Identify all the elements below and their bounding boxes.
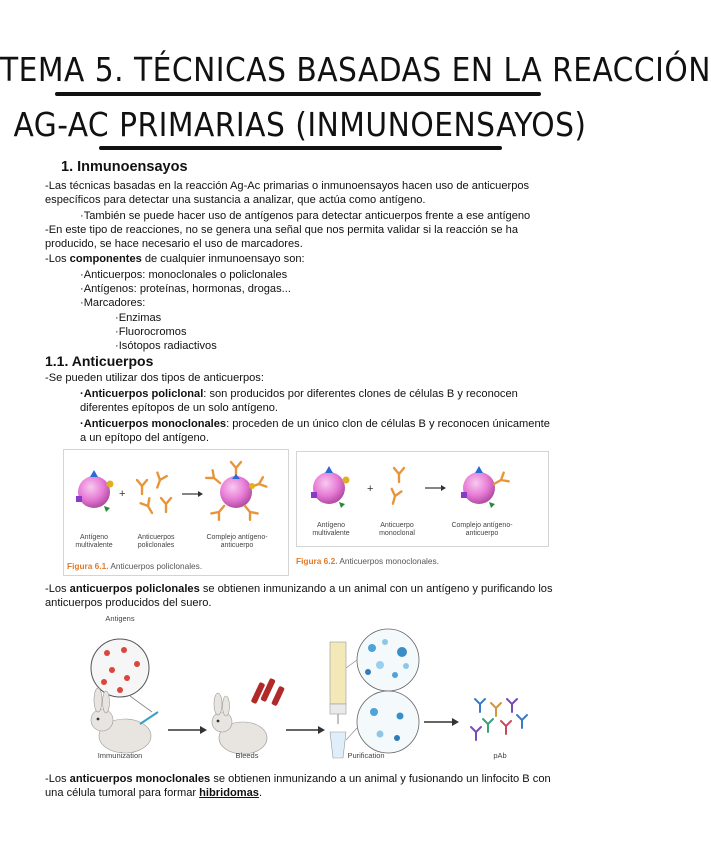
list-item: ·Marcadores: <box>80 297 146 309</box>
page-title-line2: AG-AC PRIMARIAS (INMUNOENSAYOS) <box>13 105 587 144</box>
list-item: ·Anticuerpos: monoclonales o policlonales <box>80 269 288 281</box>
paragraph-line: -En este tipo de reacciones, no se genera una señal que nos permita validar si la reacción se ha <box>45 224 519 236</box>
label-antigen: Antígeno multivalente <box>312 522 350 537</box>
paragraph-monoclonal-production: -Los anticuerpos monoclonales se obtienen inmunizando a un animal y fusionando un linfocito B con <box>45 773 551 785</box>
figure-polyclonal <box>63 449 289 576</box>
step-label: Immunization <box>97 751 143 760</box>
label-polyclonal: Anticuerpos policlonales <box>137 534 175 549</box>
svg-text:+: + <box>367 483 374 495</box>
paragraph-line: ·También se puede hacer uso de antígenos para detectar anticuerpos frente a ese antígeno <box>80 210 531 222</box>
paragraph-line: diferentes epítopos de un solo antígeno. <box>80 402 278 414</box>
label-complex: Complejo antígeno-anticuerpo <box>451 522 513 537</box>
paragraph-components: -Los componentes de cualquier inmunoensayo son: <box>45 253 305 265</box>
page-title-line1: TEMA 5. TÉCNICAS BASADAS EN LA REACCIÓN <box>0 50 711 89</box>
paragraph-line: -Se pueden utilizar dos tipos de anticuerpos: <box>45 372 264 384</box>
step-label: pAb <box>493 751 507 760</box>
step-label: Purification <box>347 751 385 760</box>
label-complex: Complejo antígeno-anticuerpo <box>206 534 268 549</box>
list-item: ·Isótopos radiactivos <box>115 340 217 352</box>
list-item: ·Antígenos: proteínas, hormonas, drogas... <box>80 283 291 295</box>
paragraph-policlonal: ·Anticuerpos policlonal: son producidos por diferentes clones de células B y reconocen <box>80 388 518 400</box>
step-label: Bleeds <box>235 751 259 760</box>
figure-caption: Figura 6.1. Anticuerpos policlonales. <box>67 561 203 571</box>
title-underline-1 <box>55 92 541 96</box>
section-heading-inmunoensayos: 1. Inmunoensayos <box>61 159 188 175</box>
list-item: ·Enzimas <box>115 312 162 324</box>
paragraph-monoclonal: ·Anticuerpos monoclonales: proceden de un único clon de células B y reconocen únicamente <box>80 418 550 430</box>
figure-polyclonal-production <box>0 620 600 770</box>
list-item: ·Fluorocromos <box>115 326 187 338</box>
paragraph-line: una célula tumoral para formar hibridomas. <box>45 787 263 799</box>
paragraph-line: producido, se hace necesario el uso de marcadores. <box>45 238 303 250</box>
title-underline-2 <box>99 146 502 150</box>
label-antigens: Antigens <box>105 614 135 623</box>
label-monoclonal: Anticuerpo monoclonal <box>379 522 415 537</box>
figure-caption: Figura 6.2. Anticuerpos monoclonales. <box>296 556 439 566</box>
paragraph-line: -Las técnicas basadas en la reacción Ag-Ac primarias o inmunoensayos hacen uso de anticuerpos <box>45 180 530 192</box>
figure-polyclonal-illustration <box>64 450 288 575</box>
paragraph-polyclonal-production: -Los anticuerpos policlonales se obtienen inmunizando a un animal con un antígeno y purificando los <box>45 583 553 595</box>
svg-text:+: + <box>119 488 126 500</box>
paragraph-line: anticuerpos producidos del suero. <box>45 597 212 609</box>
paragraph-line: específicos para detectar una sustancia a analizar, que actúa como antígeno. <box>45 194 426 206</box>
figure-monoclonal <box>296 451 549 547</box>
paragraph-line: a un epítopo del antígeno. <box>80 432 209 444</box>
label-antigen: Antígeno multivalente <box>75 534 113 549</box>
section-heading-anticuerpos: 1.1. Anticuerpos <box>45 353 154 369</box>
